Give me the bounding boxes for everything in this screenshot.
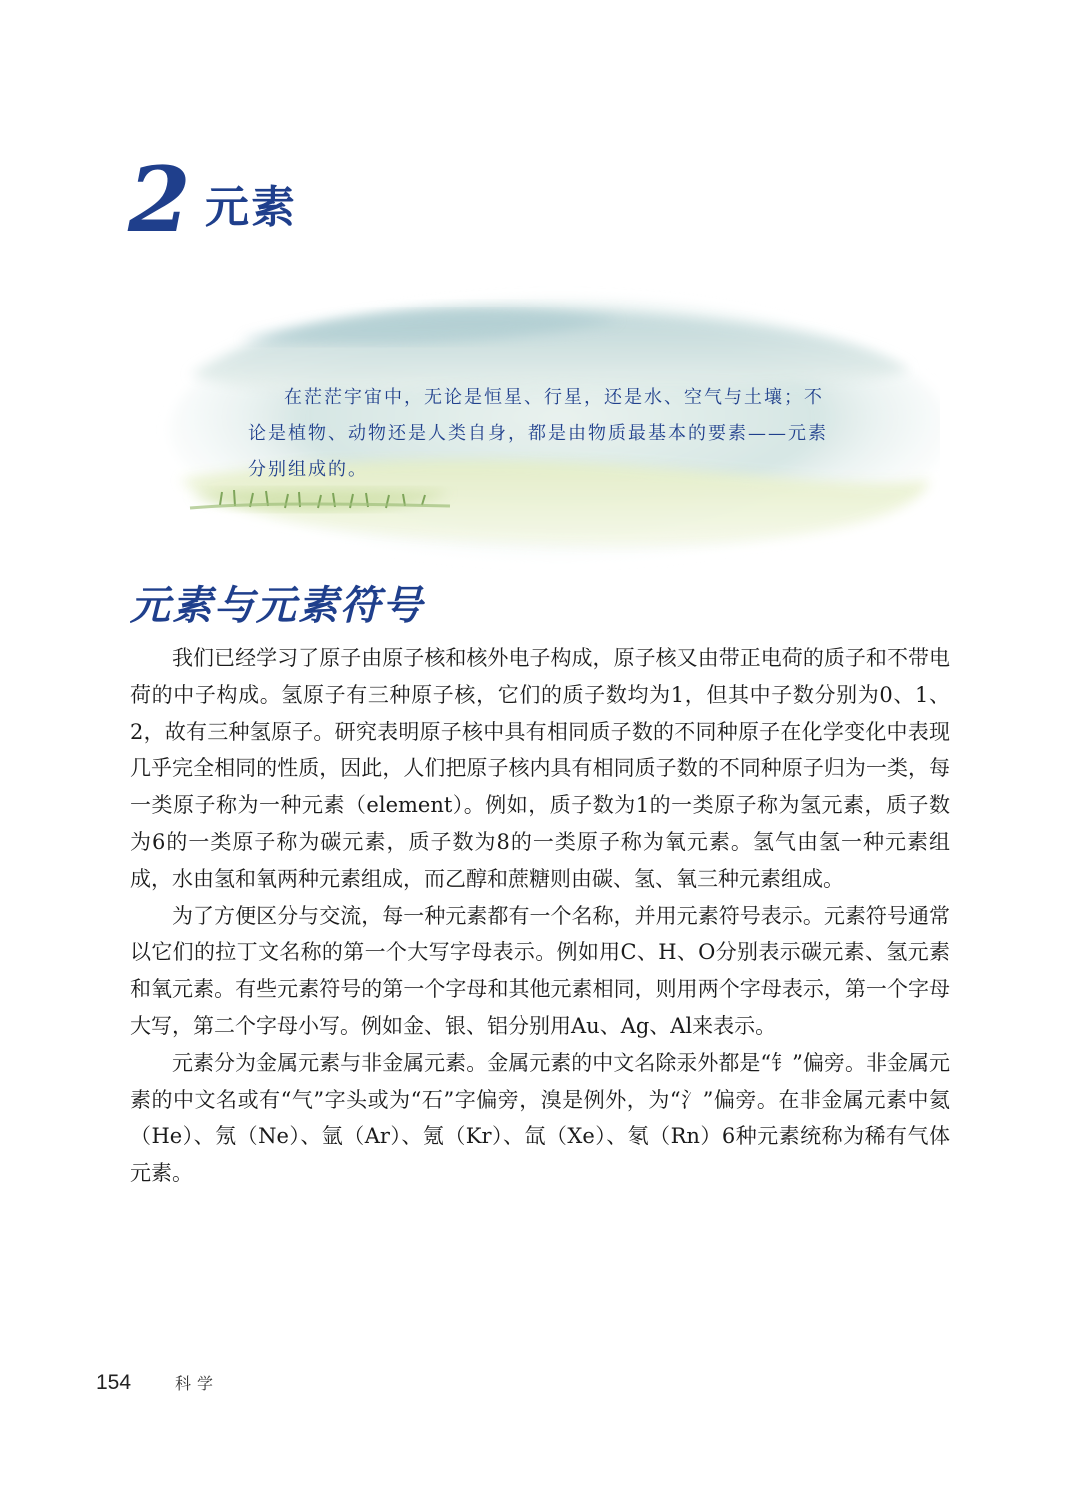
- chapter-number: 2: [128, 147, 191, 253]
- page-number: 154: [96, 1371, 132, 1394]
- chapter-title: 元素: [205, 182, 297, 233]
- body-text: [130, 640, 950, 1192]
- paragraph-atoms-and-elements: 我们已经学习了原子由原子核和核外电子构成，原子核又由带正电荷的质子和不带电荷的中子构成。氢原子有三种原子核，它们的质子数均为1，但其中子数分别为0、1、2，故有三种氢原子。研究表明原子核中具有相同质子数的不同种原子在化学变化中表现几乎完全相同的性质，因此，人们把原子核内具有相同质子数的不同种原子归为一类，每一类原子称为一种元素（element）。例如，质子数为1的一类原子称为氢元素，质子数为6的一类原子称为碳元素，质子数为8的一类原子称为氧元素。氢气由氢一种元素组成，水由氢和氧两种元素组成，而乙醇和蔗糖则由碳、氢、氧三种元素组成。: [130, 646, 950, 891]
- book-name: 科学: [175, 1374, 220, 1393]
- section-title: 元素与元素符号: [130, 583, 424, 629]
- intro-paragraph: 在茫茫宇宙中，无论是恒星、行星，还是水、空气与土壤；不论是植物、动物还是人类自身，都是由物质最基本的要素——元素分别组成的。: [248, 387, 828, 480]
- chapter-introduction: [248, 380, 828, 488]
- paragraph-metals-and-nonmetals: 元素分为金属元素与非金属元素。金属元素的中文名除汞外都是“钅”偏旁。非金属元素的中文名或有“气”字头或为“石”字偏旁，溴是例外，为“氵”偏旁。在非金属元素中氦（He）、氖（Ne）、氩（Ar）、氪（Kr）、氙（Xe）、氡（Rn）6种元素统称为稀有气体元素。: [130, 1050, 950, 1186]
- paragraph-element-symbols: 为了方便区分与交流，每一种元素都有一个名称，并用元素符号表示。元素符号通常以它们的拉丁文名称的第一个大写字母表示。例如用C、H、O分别表示碳元素、氢元素和氧元素。有些元素符号的第一个字母和其他元素相同，则用两个字母表示，第一个字母大写，第二个字母小写。例如金、银、铝分别用Au、Ag、Al来表示。: [130, 903, 950, 1038]
